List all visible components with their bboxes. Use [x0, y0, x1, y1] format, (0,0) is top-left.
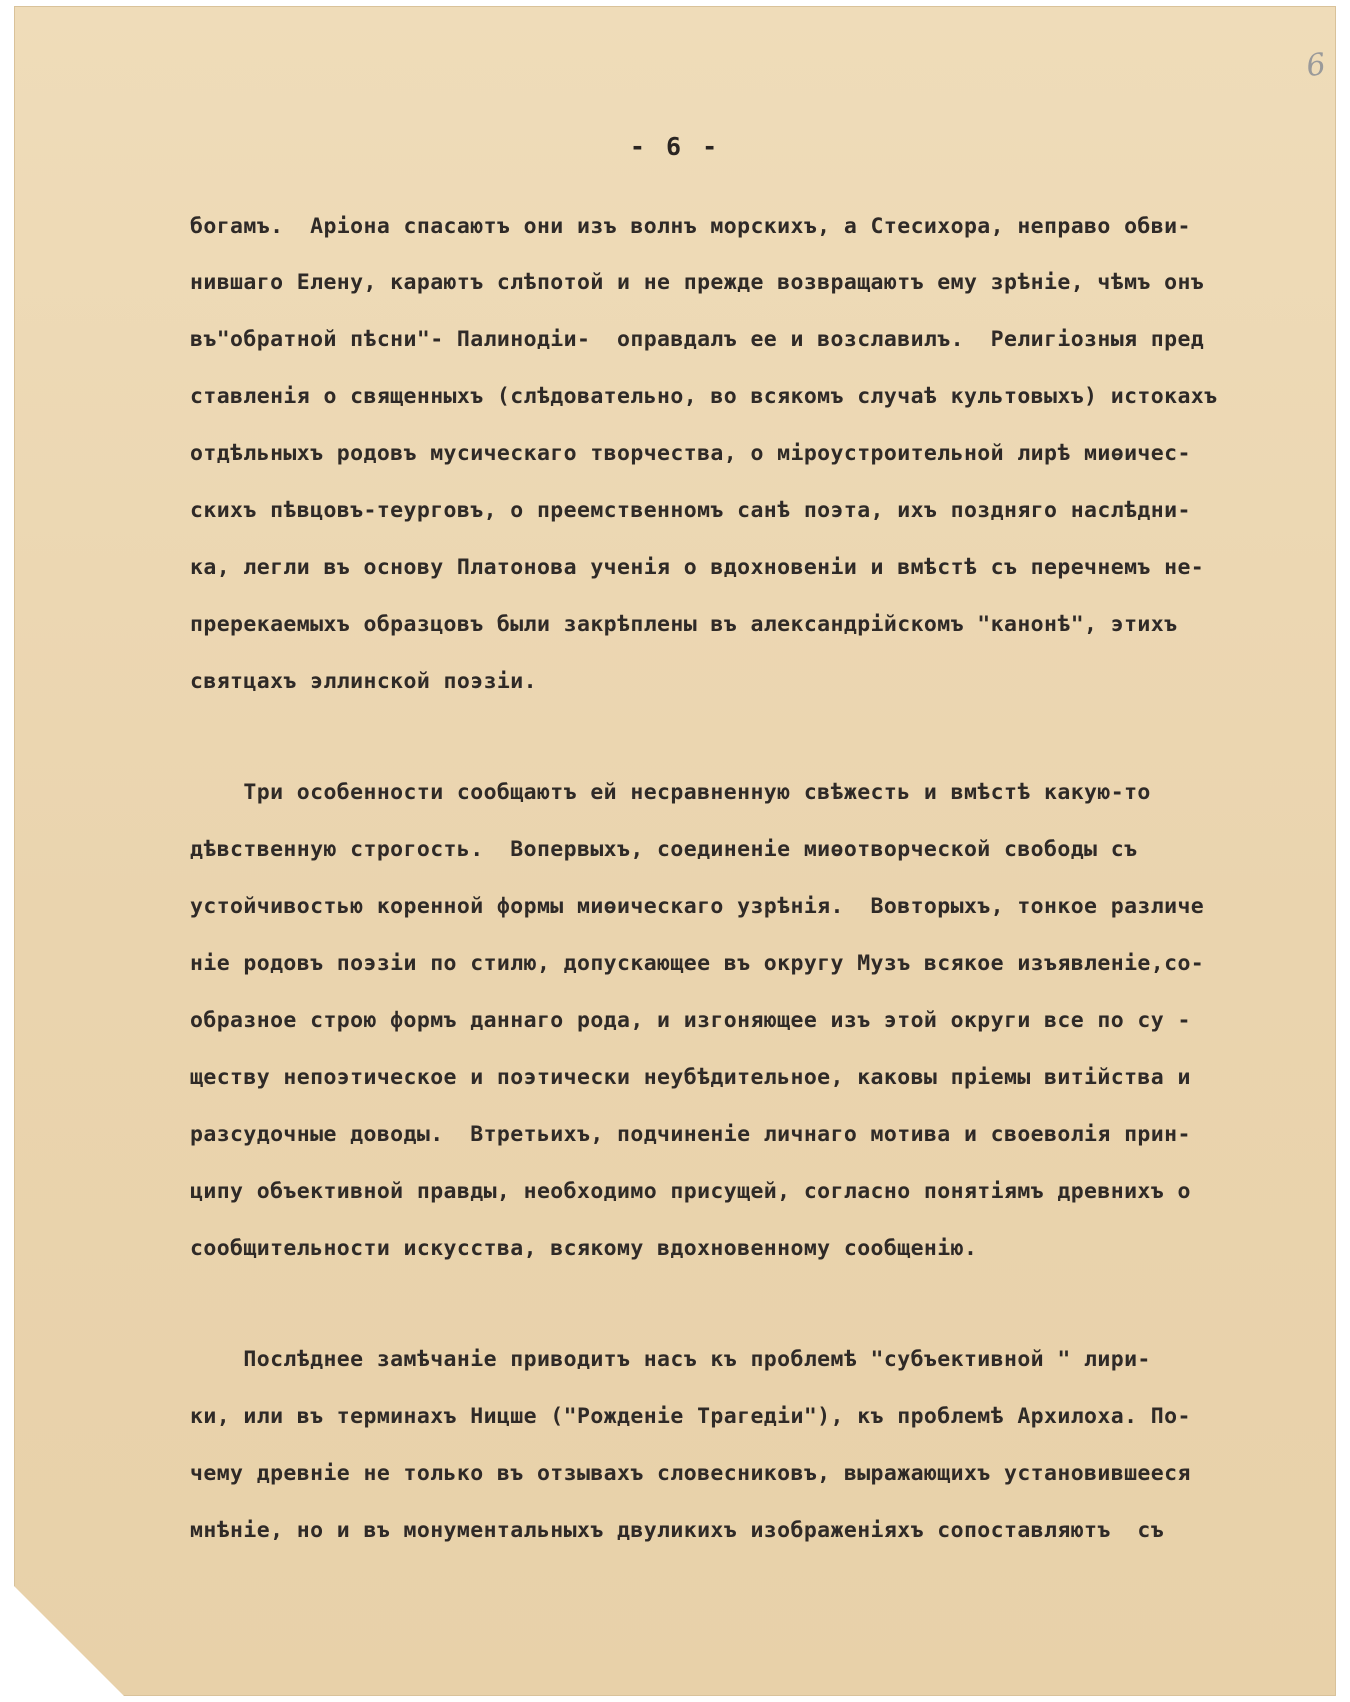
text-line: отдѣльныхъ родовъ мусическаго творчества, о міроустроительной лирѣ миѳичес-: [190, 441, 1191, 466]
text-line: ществу непоэтическое и поэтически неубѣдительное, каковы пріемы витійства и: [190, 1065, 1191, 1090]
text-line: въ"обратной пѣсни"- Палинодіи- оправдалъ ее и возславилъ. Религіозныя пред: [190, 327, 1205, 352]
text-line: устойчивостью коренной формы миѳическаго узрѣнія. Вовторыхъ, тонкое различе: [190, 894, 1205, 919]
text-line: мнѣніе, но и въ монументальныхъ двуликихъ изображеніяхъ сопоставляютъ съ: [190, 1518, 1165, 1543]
text-line: ки, или въ терминахъ Ницше ("Рожденіе Трагедіи"), къ проблемѣ Архилоха. По-: [190, 1404, 1191, 1429]
text-line: нившаго Елену, караютъ слѣпотой и не прежде возвращаютъ ему зрѣніе, чѣмъ онъ: [190, 270, 1205, 295]
text-line: святцахъ эллинской поэзіи.: [190, 669, 537, 694]
text-line: ставленія о священныхъ (слѣдовательно, во всякомъ случаѣ культовыхъ) истокахъ: [190, 384, 1218, 409]
text-line: пререкаемыхъ образцовъ были закрѣплены въ александрійскомъ "канонѣ", этихъ: [190, 612, 1178, 637]
text-line: разсудочные доводы. Втретьихъ, подчиненіе личнаго мотива и своеволія прин-: [190, 1122, 1191, 1147]
text-line: Три особенности сообщаютъ ей несравненную свѣжесть и вмѣстѣ какую-то: [190, 780, 1151, 805]
text-line: ка, легли въ основу Платонова ученія о вдохновеніи и вмѣстѣ съ перечнемъ не-: [190, 555, 1205, 580]
torn-corner: [14, 1586, 124, 1696]
page-number: - 6 -: [629, 132, 721, 161]
text-line: скихъ пѣвцовъ-теурговъ, о преемственномъ санѣ поэта, ихъ поздняго наслѣдни-: [190, 498, 1191, 523]
text-line: образное строю формъ даннаго рода, и изгоняющее изъ этой округи все по су -: [190, 1008, 1191, 1033]
text-line: Послѣднее замѣчаніе приводитъ насъ къ проблемѣ "субъективной " лири-: [190, 1347, 1151, 1372]
text-line: богамъ. Аріона спасаютъ они изъ волнъ морскихъ, а Стесихора, неправо обви-: [190, 214, 1191, 239]
text-line: дѣвственную строгость. Вопервыхъ, соединеніе миѳотворческой свободы съ: [190, 837, 1138, 862]
text-line: ніе родовъ поэзіи по стилю, допускающее въ округу Музъ всякое изъявленіе,со-: [190, 951, 1205, 976]
text-line: ципу объективной правды, необходимо присущей, согласно понятіямъ древнихъ о: [190, 1179, 1191, 1204]
pencil-page-number: 6: [1304, 46, 1328, 85]
text-line: чему древніе не только въ отзывахъ словесниковъ, выражающихъ установившееся: [190, 1461, 1191, 1486]
text-line: сообщительности искусства, всякому вдохновенному сообщенію.: [190, 1236, 978, 1261]
